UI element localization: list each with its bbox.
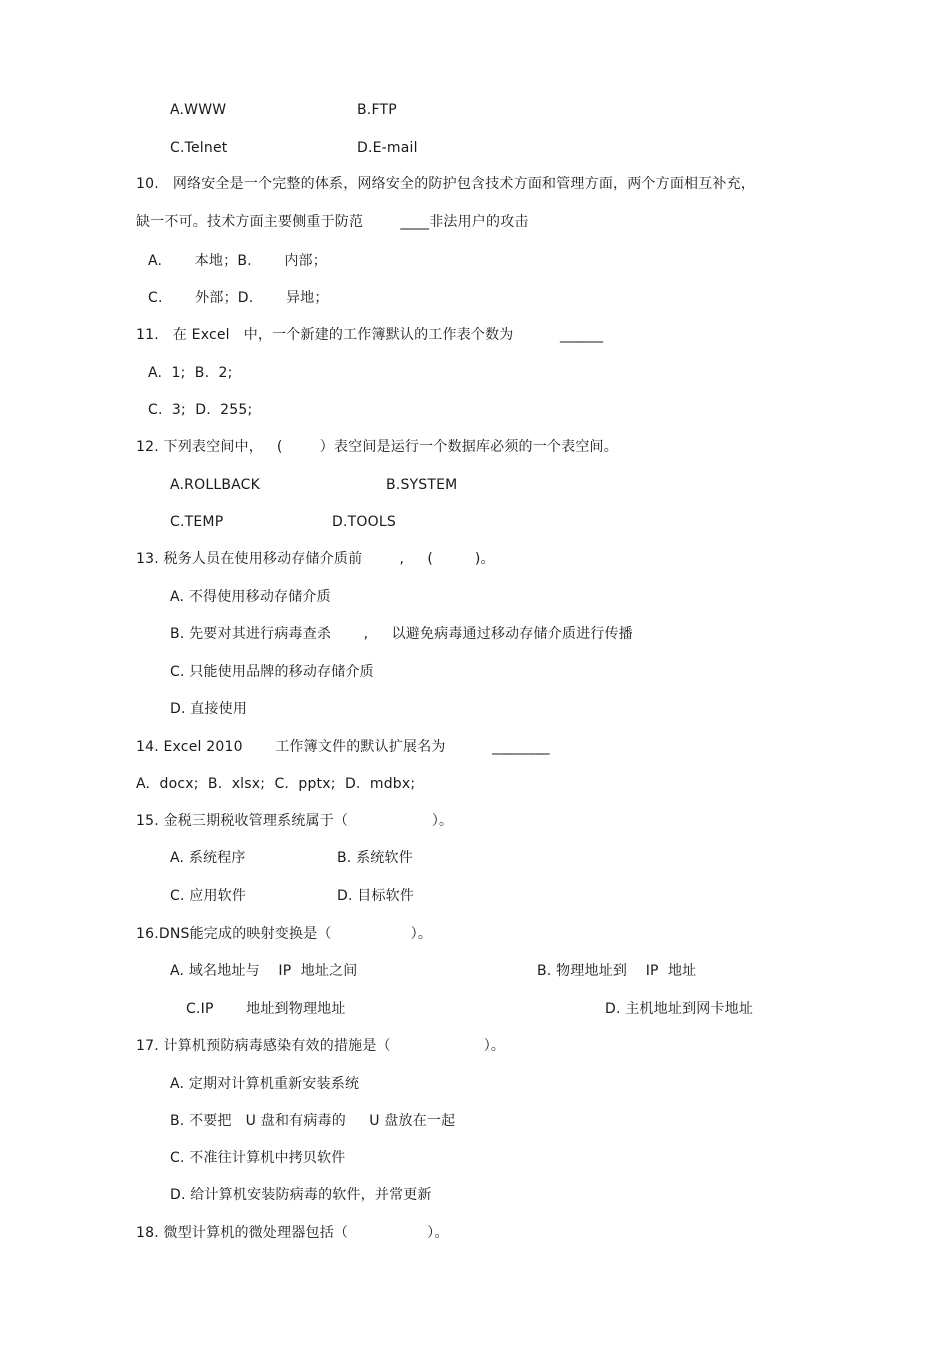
q13-option-a: A. 不得使用移动存储介质 xyxy=(170,589,331,605)
q15-option-b: B. 系统软件 xyxy=(337,850,413,866)
q16-option-d: D. 主机地址到网卡地址 xyxy=(605,1001,754,1017)
q9-option-b: B.FTP xyxy=(357,102,397,118)
q15-option-a: A. 系统程序 xyxy=(170,850,246,866)
q16-option-b: B. 物理地址到 IP 地址 xyxy=(537,963,697,979)
q14-options: A. docx; B. xlsx; C. pptx; D. mdbx; xyxy=(136,776,416,792)
q9-option-d: D.E-mail xyxy=(357,140,418,156)
q16-option-a: A. 域名地址与 IP 地址之间 xyxy=(170,963,358,979)
q10-stem-line2: 缺一不可。技术方面主要侧重于防范 ____非法用户的攻击 xyxy=(136,214,529,230)
q11-options-cd: C. 3; D. 255; xyxy=(148,402,253,418)
q12-stem: 12. 下列表空间中， ( ）表空间是运行一个数据库必须的一个表空间。 xyxy=(136,439,618,455)
q12-option-a: A.ROLLBACK xyxy=(170,477,261,493)
q10-options-ab: A. 本地；B. 内部； xyxy=(148,253,327,269)
q12-option-c: C.TEMP xyxy=(170,514,224,530)
q17-option-d: D. 给计算机安装防病毒的软件，并常更新 xyxy=(170,1187,432,1203)
q13-option-c: C. 只能使用品牌的移动存储介质 xyxy=(170,664,374,680)
q16-stem: 16.DNS能完成的映射变换是（ ）。 xyxy=(136,926,433,942)
q17-option-a: A. 定期对计算机重新安装系统 xyxy=(170,1076,360,1092)
q10-options-cd: C. 外部；D. 异地； xyxy=(148,290,329,306)
q15-stem: 15. 金税三期税收管理系统属于（ ）。 xyxy=(136,813,454,829)
q17-option-c: C. 不准往计算机中拷贝软件 xyxy=(170,1150,346,1166)
q18-stem: 18. 微型计算机的微处理器包括（ ）。 xyxy=(136,1225,449,1241)
q12-option-b: B.SYSTEM xyxy=(386,477,458,493)
q13-option-d: D. 直接使用 xyxy=(170,701,248,717)
q15-option-c: C. 应用软件 xyxy=(170,888,247,904)
q9-option-a: A.WWW xyxy=(170,102,227,118)
q11-options-ab: A. 1; B. 2; xyxy=(148,365,233,381)
q12-option-d: D.TOOLS xyxy=(332,514,396,530)
q17-stem: 17. 计算机预防病毒感染有效的措施是（ ）。 xyxy=(136,1038,506,1054)
q11-stem: 11. 在 Excel 中，一个新建的工作簿默认的工作表个数为 ______ xyxy=(136,327,604,343)
q13-stem: 13. 税务人员在使用移动存储介质前 , ( )。 xyxy=(136,551,495,567)
q15-option-d: D. 目标软件 xyxy=(337,888,415,904)
q13-option-b: B. 先要对其进行病毒查杀 , 以避免病毒通过移动存储介质进行传播 xyxy=(170,626,633,642)
q17-option-b: B. 不要把 U 盘和有病毒的 U 盘放在一起 xyxy=(170,1113,456,1129)
q14-stem: 14. Excel 2010 工作簿文件的默认扩展名为 ________ xyxy=(136,739,550,755)
q10-stem-line1: 10. 网络安全是一个完整的体系，网络安全的防护包含技术方面和管理方面，两个方面相互补充， xyxy=(136,176,756,192)
q16-option-c: C.IP 地址到物理地址 xyxy=(186,1001,346,1017)
q9-option-c: C.Telnet xyxy=(170,140,228,156)
